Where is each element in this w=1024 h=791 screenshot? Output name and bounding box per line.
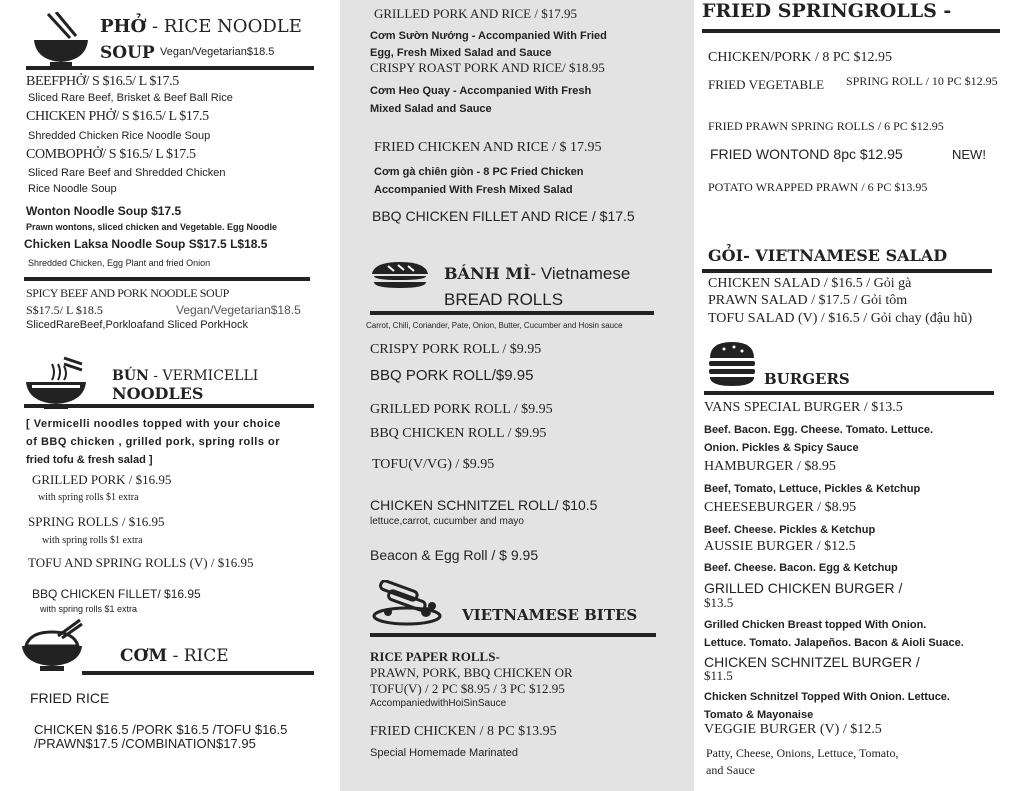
menu-item-name: SPICY BEEF AND PORK NOODLE SOUP xyxy=(26,286,229,300)
menu-item-name: BBQ CHICKEN FILLET/ $16.95 xyxy=(32,587,201,601)
bun-title-sub: - VERMICELLI xyxy=(148,368,259,384)
menu-item-name: CHEESEBURGER / $8.95 xyxy=(704,500,857,515)
menu-item-price: $11.5 xyxy=(704,668,733,683)
menu-item-name: BBQ CHICKEN ROLL / $9.95 xyxy=(370,426,547,441)
rice-paper-title: RICE PAPER ROLLS- xyxy=(370,649,500,664)
rice-paper-line: PRAWN, PORK, BBQ CHICKEN OR xyxy=(370,665,573,680)
menu-item-desc: Cơm gà chiên giòn - 8 PC Fried Chicken xyxy=(374,166,584,178)
banhmi-title-sub: - Vietnamese xyxy=(530,264,631,283)
menu-item-desc: Cơm Heo Quay - Accompanied With Fresh xyxy=(370,85,592,97)
menu-item-desc: Lettuce. Tomato. Jalapeños. Bacon & Aioli Suace. xyxy=(704,637,964,649)
menu-item-vegan-price: Vegan/Vegetarian$18.5 xyxy=(176,303,301,317)
bun-title-noodles: NOODLES xyxy=(112,384,204,403)
menu-item-name: GRILLED PORK ROLL / $9.95 xyxy=(370,402,553,417)
menu-item-desc: Sliced Rare Beef and Shredded Chicken xyxy=(28,167,226,179)
menu-item-name: TOFU SALAD (V) / $16.5 / Gỏi chay (đậu hũ) xyxy=(708,311,973,326)
pho-vegan-price: Vegan/Vegetarian$18.5 xyxy=(160,46,275,58)
menu-item-name: BEEFPHỞ/ S $16.5/ L $17.5 xyxy=(26,74,179,89)
menu-item-name: CHICKEN SCHNITZEL ROLL/ $10.5 xyxy=(370,497,598,513)
bun-intro: fried tofu & fresh salad ] xyxy=(26,454,153,466)
menu-item-desc: Beef. Cheese. Bacon. Egg & Ketchup xyxy=(704,562,898,574)
menu-column-middle xyxy=(340,0,682,791)
pho-title-soup: SOUP xyxy=(100,43,155,63)
menu-item-desc: Beef. Cheese. Pickles & Ketchup xyxy=(704,524,876,536)
menu-item-name: FRIED VEGETABLE xyxy=(708,77,825,92)
menu-item-name: POTATO WRAPPED PRAWN / 6 PC $13.95 xyxy=(708,180,928,194)
menu-item-name: FRIED PRAWN SPRING ROLLS / 6 PC $12.95 xyxy=(708,119,944,133)
menu-item-desc: Accompanied With Fresh Mixed Salad xyxy=(374,184,573,196)
rice-paper-desc: AccompaniedwithHoiSinSauce xyxy=(370,698,507,709)
springrolls-title: FRIED SPRINGROLLS - xyxy=(702,0,952,22)
menu-item-name: FRIED CHICKEN AND RICE / $ 17.95 xyxy=(374,140,602,155)
com-divider xyxy=(82,671,314,675)
menu-item-desc: Patty, Cheese, Onions, Lettuce, Tomato, xyxy=(706,746,899,760)
menu-item-desc: Shredded Chicken, Egg Plant and fried Onion xyxy=(28,258,211,268)
menu-item-name: VANS SPECIAL BURGER / $13.5 xyxy=(704,400,903,415)
menu-item-name: GRILLED CHICKEN BURGER / xyxy=(704,580,903,596)
spring-rolls-icon xyxy=(372,580,442,626)
menu-item-desc: Prawn wontons, sliced chicken and Vegetable. Egg Noodle xyxy=(26,222,278,232)
menu-item-name: COMBOPHỞ/ S $16.5/ L $17.5 xyxy=(26,147,196,162)
bowl-chopsticks-icon xyxy=(30,12,92,70)
banhmi-title-main xyxy=(444,264,630,284)
bun-divider xyxy=(24,404,314,408)
menu-item-desc: Special Homemade Marinated xyxy=(370,747,518,759)
menu-item-name: CHICKEN SALAD / $16.5 / Gỏi gà xyxy=(708,276,912,291)
com-title xyxy=(120,646,229,666)
menu-item-desc: Beef. Bacon. Egg. Cheese. Tomato. Lettuce. xyxy=(704,424,934,436)
menu-item-name: Chicken Laksa Noodle Soup S$17.5 L$18.5 xyxy=(24,237,268,251)
menu-item-name: BBQ CHICKEN FILLET AND RICE / $17.5 xyxy=(372,208,635,224)
menu-item-name: Wonton Noodle Soup $17.5 xyxy=(26,204,182,218)
menu-item-name: CHICKEN SCHNITZEL BURGER / xyxy=(704,654,920,670)
bun-title-word: BÚN xyxy=(112,368,149,384)
springrolls-divider xyxy=(702,29,1000,33)
rice-bowl-icon xyxy=(20,618,84,674)
menu-item-desc: Tomato & Mayonaise xyxy=(704,709,814,721)
rice-paper-line: TOFU(V) / 2 PC $8.95 / 3 PC $12.95 xyxy=(370,681,565,696)
menu-item-name: FRIED CHICKEN / 8 PC $13.95 xyxy=(370,724,557,739)
bun-intro: [ Vermicelli noodles topped with your choice xyxy=(26,418,281,430)
fried-rice-prices: CHICKEN $16.5 /PORK $16.5 /TOFU $16.5 xyxy=(34,722,288,737)
menu-item-name: SPRING ROLLS / $16.95 xyxy=(28,514,165,529)
bites-divider xyxy=(370,633,656,637)
banhmi-divider xyxy=(370,311,654,315)
new-badge: NEW! xyxy=(952,147,986,162)
burgers-divider xyxy=(704,391,994,395)
bun-intro: of BBQ chicken , grilled pork, spring rolls or xyxy=(26,436,281,448)
menu-column-left xyxy=(0,0,340,791)
menu-column-right xyxy=(682,0,1024,791)
pho-divider xyxy=(26,66,314,70)
menu-item-name: TOFU(V/VG) / $9.95 xyxy=(372,457,495,472)
bites-title: VIETNAMESE BITES xyxy=(462,606,638,624)
burger-icon xyxy=(708,340,756,388)
grey-strip xyxy=(682,0,694,791)
menu-item-price: $13.5 xyxy=(704,595,734,610)
menu-item-name: FRIED WONTOND 8pc $12.95 xyxy=(710,146,903,162)
menu-item-name: BBQ PORK ROLL/$9.95 xyxy=(370,367,534,384)
menu-item-name: CHICKEN/PORK / 8 PC $12.95 xyxy=(708,50,892,65)
menu-item-name: Beacon & Egg Roll / $ 9.95 xyxy=(370,547,539,563)
menu-item-name: GRILLED PORK / $16.95 xyxy=(32,472,172,487)
burgers-title: BURGERS xyxy=(764,370,850,388)
menu-item-desc: Egg, Fresh Mixed Salad and Sauce xyxy=(370,47,552,59)
menu-item-desc: Mixed Salad and Sauce xyxy=(370,103,492,115)
menu-item-price: SPRING ROLL / 10 PC $12.95 xyxy=(846,74,998,88)
banhmi-title-rolls: BREAD ROLLS xyxy=(444,290,564,309)
menu-item-name: HAMBURGER / $8.95 xyxy=(704,459,836,474)
pho-divider-bottom xyxy=(24,277,310,281)
com-title-word: CƠM xyxy=(120,646,168,666)
menu-item-desc: Rice Noodle Soup xyxy=(28,183,117,195)
menu-item-name: PRAWN SALAD / $17.5 / Gỏi tôm xyxy=(708,293,908,308)
menu-item-price: S$17.5/ L $18.5 xyxy=(26,303,103,317)
menu-item-desc: and Sauce xyxy=(706,763,755,777)
menu-item-name: CHICKEN PHỞ/ S $16.5/ L $17.5 xyxy=(26,109,209,124)
menu-item-desc: SlicedRareBeef,Porkloafand Sliced PorkHock xyxy=(26,319,248,331)
menu-item-desc: Shredded Chicken Rice Noodle Soup xyxy=(28,130,211,142)
goi-title: GỎI- VIETNAMESE SALAD xyxy=(708,246,948,265)
pho-title-main xyxy=(100,16,302,37)
menu-item-name: GRILLED PORK AND RICE / $17.95 xyxy=(374,6,577,21)
menu-item-name: AUSSIE BURGER / $12.5 xyxy=(704,539,856,554)
baguette-icon xyxy=(368,258,432,290)
pho-title-sub: - RICE NOODLE xyxy=(146,16,302,37)
menu-item-desc: Grilled Chicken Breast topped With Onion. xyxy=(704,619,927,631)
menu-item-name: CRISPY ROAST PORK AND RICE/ $18.95 xyxy=(370,60,605,75)
menu-item-desc: Cơm Sườn Nướng - Accompanied With Fried xyxy=(370,30,607,42)
goi-divider xyxy=(702,269,992,273)
bun-title-main xyxy=(112,368,258,384)
menu-item-extra: with spring rolls $1 extra xyxy=(40,604,138,614)
menu-item-extra: with spring rolls $1 extra xyxy=(38,492,139,503)
com-title-sub: - RICE xyxy=(167,646,229,666)
menu-item-desc: Chicken Schnitzel Topped With Onion. Lettuce. xyxy=(704,691,950,703)
menu-item-desc: Sliced Rare Beef, Brisket & Beef Ball Rice xyxy=(28,92,233,104)
fried-rice-prices: /PRAWN$17.5 /COMBINATION$17.95 xyxy=(34,736,256,751)
menu-item-name: VEGGIE BURGER (V) / $12.5 xyxy=(704,722,882,737)
menu-item-desc: lettuce,carrot, cucumber and mayo xyxy=(370,516,524,527)
fried-rice-title: FRIED RICE xyxy=(30,690,110,706)
banhmi-ingredients: Carrot, Chili, Coriander, Pate, Onion, Butter, Cucumber and Hosin sauce xyxy=(366,321,623,330)
menu-item-desc: Onion. Pickles & Spicy Sauce xyxy=(704,442,859,454)
menu-item-name: TOFU AND SPRING ROLLS (V) / $16.95 xyxy=(28,555,254,570)
menu-item-desc: Beef, Tomato, Lettuce, Pickles & Ketchup xyxy=(704,483,921,495)
menu-item-extra: with spring rolls $1 extra xyxy=(42,535,143,546)
menu-item-name: CRISPY PORK ROLL / $9.95 xyxy=(370,342,542,357)
pho-title-word: PHỞ xyxy=(100,16,147,37)
banhmi-title-word: BÁNH MÌ xyxy=(444,264,531,283)
